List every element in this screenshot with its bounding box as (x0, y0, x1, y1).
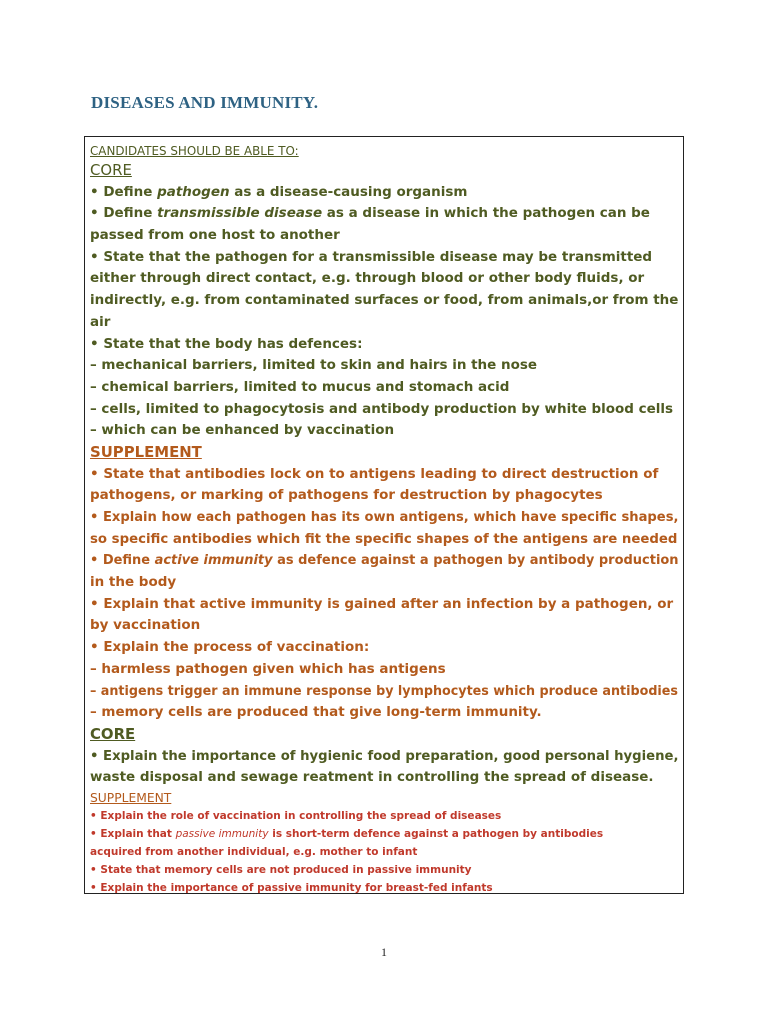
supplement-heading: SUPPLEMENT (90, 442, 202, 461)
core-item: • Define pathogen as a disease-causing organism (90, 183, 468, 200)
intro-text: CANDIDATES SHOULD BE ABLE TO: (90, 144, 299, 158)
supplement-item: so specific antibodies which fit the specific shapes of the antigens are needed (90, 530, 678, 547)
supplement-item: • State that antibodies lock on to antigens leading to direct destruction of (90, 465, 659, 482)
supplement-item: • Define active immunity as defence against a pathogen by antibody production (90, 552, 679, 569)
supplement-item: pathogens, or marking of pathogens for destruction by phagocytes (90, 487, 603, 504)
core-item: waste disposal and sewage reatment in controlling the spread of disease. (90, 769, 654, 786)
page-number: 1 (381, 945, 387, 959)
core-item: air (90, 313, 111, 330)
core-item: either through direct contact, e.g. through blood or other body fluids, or (90, 270, 645, 287)
supplement-item: • Explain the importance of passive immunity for breast-fed infants (90, 881, 493, 894)
core-item: passed from one host to another (90, 227, 340, 244)
supplement-item: – harmless pathogen given which has antigens (90, 660, 446, 677)
term-pathogen: pathogen (157, 183, 230, 200)
core-item: – chemical barriers, limited to mucus and stomach acid (90, 378, 510, 395)
page-title: DISEASES AND IMMUNITY. (91, 93, 319, 112)
supplement-heading: SUPPLEMENT (90, 789, 172, 805)
supplement-item: • Explain the process of vaccination: (90, 639, 370, 656)
supplement-item: • Explain that active immunity is gained after an infection by a pathogen, or (90, 595, 674, 612)
supplement-item: acquired from another individual, e.g. mother to infant (90, 845, 418, 858)
term-active-immunity: active immunity (154, 552, 273, 569)
supplement-item: • State that memory cells are not produced in passive immunity (90, 863, 472, 876)
supplement-item: • Explain that passive immunity is short-term defence against a pathogen by antibodies (90, 827, 604, 840)
core-item: • Define transmissible disease as a disease in which the pathogen can be (90, 205, 650, 222)
core-item: – cells, limited to phagocytosis and antibody production by white blood cells (90, 400, 674, 417)
core-item: indirectly, e.g. from contaminated surfaces or food, from animals,or from the (90, 292, 679, 309)
term-passive-immunity: passive immunity (175, 827, 269, 840)
core-item: – which can be enhanced by vaccination (90, 422, 395, 439)
syllabus-box (84, 136, 684, 894)
core-heading: CORE (90, 161, 132, 179)
term-transmissible-disease: transmissible disease (157, 205, 323, 222)
supplement-item: • Explain how each pathogen has its own antigens, which have specific shapes, (90, 509, 679, 525)
supplement-item: – memory cells are produced that give long-term immunity. (90, 704, 542, 721)
supplement-item: by vaccination (90, 617, 201, 634)
core-item: • Explain the importance of hygienic food preparation, good personal hygiene, (90, 747, 679, 764)
supplement-item: – antigens trigger an immune response by lymphocytes which produce antibodies (90, 682, 679, 699)
core-item: • State that the body has defences: (90, 335, 363, 352)
core-item: • State that the pathogen for a transmissible disease may be transmitted (90, 248, 653, 265)
core-item: – mechanical barriers, limited to skin and hairs in the nose (90, 357, 538, 374)
supplement-item: • Explain the role of vaccination in controlling the spread of diseases (90, 809, 502, 822)
core-heading: CORE (90, 724, 136, 743)
supplement-item: in the body (90, 574, 177, 591)
